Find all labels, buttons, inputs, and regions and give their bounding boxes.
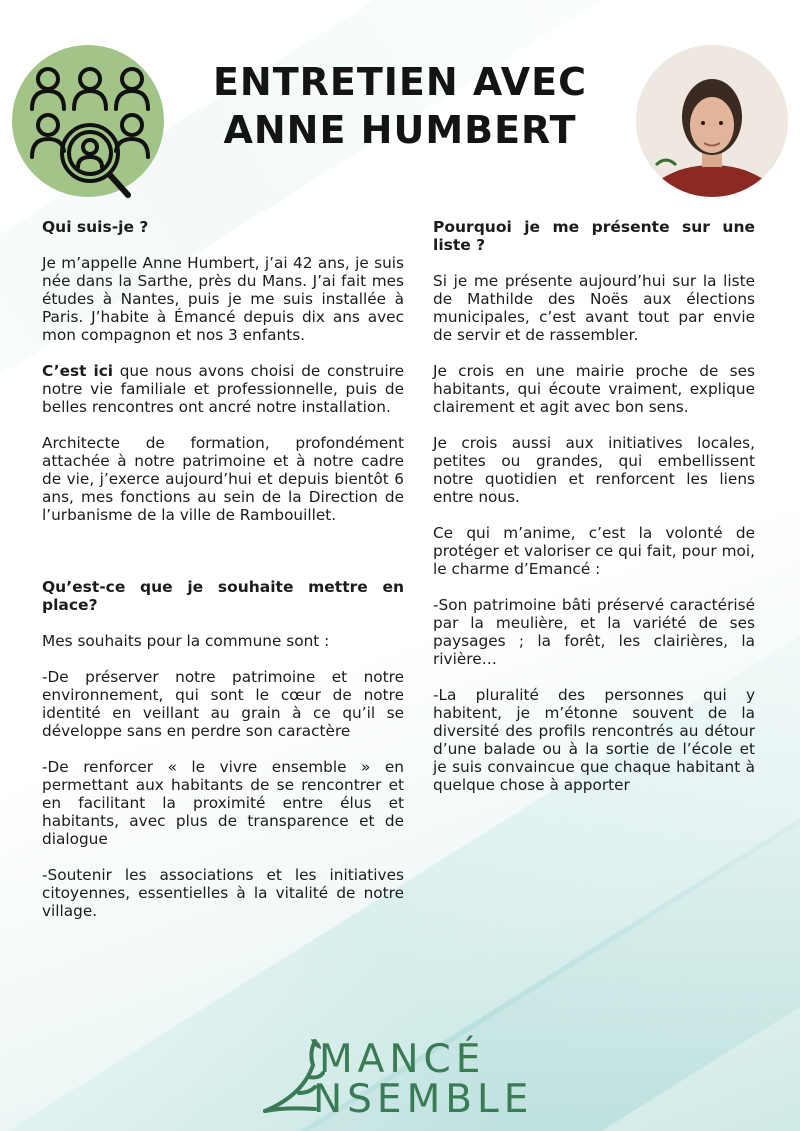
emance-ensemble-logo bbox=[255, 1035, 555, 1125]
portrait-illustration bbox=[636, 45, 788, 197]
paragraph-anime: Ce qui m’anime, c’est la volonté de protéger et valoriser ce qui fait, pour moi, le charme d’Emancé : bbox=[433, 524, 755, 578]
paragraph-souhait-patrimoine: -De préserver notre patrimoine et notre environnement, qui sont le cœur de notre identité en veillant au grain à ce qu’il se développe sans en perdre son caractère bbox=[42, 668, 404, 740]
paragraph-cest-ici-rest: que nous avons choisi de construire notre vie familiale et professionnelle, puis de belles rencontres ont ancré notre installation. bbox=[42, 362, 404, 416]
paragraph-initiatives: Je crois aussi aux initiatives locales, petites ou grandes, qui embellissent notre quotidien et renforcent les liens entre nous. bbox=[433, 434, 755, 506]
heading-pourquoi: Pourquoi je me présente sur une liste ? bbox=[433, 218, 755, 254]
paragraph-souhaits-intro: Mes souhaits pour la commune sont : bbox=[42, 632, 330, 650]
heading-souhaits: Qu’est-ce que je souhaite mettre en place? bbox=[42, 578, 404, 614]
title-line-1: ENTRETIEN AVEC bbox=[212, 60, 588, 104]
paragraph-architecte: Architecte de formation, profondément attachée à notre patrimoine et à notre cadre de vie, j’exerce aujourd’hui et depuis bientôt 6 ans, mes fonctions au sein de la Direction de l’urbanisme de la ville de Rambouillet. bbox=[42, 434, 404, 524]
paragraph-patrimoine-bati: -Son patrimoine bâti préservé caractérisé par la meulière, et la variété de ses paysages ; la forêt, les clairières, la rivière… bbox=[433, 596, 755, 668]
group-search-icon bbox=[26, 57, 156, 217]
heading-qui-suis-je: Qui suis-je ? bbox=[42, 218, 149, 236]
group-search-icon-badge bbox=[12, 45, 164, 197]
paragraph-souhait-vivre-ensemble: -De renforcer « le vivre ensemble » en permettant aux habitants de se rencontrer et en facilitant la proximité entre élus et habitants, avec plus de transparence et de dialogue bbox=[42, 758, 404, 848]
title-line-2: ANNE HUMBERT bbox=[223, 108, 577, 152]
page-title bbox=[170, 58, 630, 154]
paragraph-presentation: Si je me présente aujourd’hui sur la liste de Mathilde des Noës aux élections municipales, c’est avant tout par envie de servir et de rassembler. bbox=[433, 272, 755, 344]
paragraph-intro: Je m’appelle Anne Humbert, j’ai 42 ans, je suis née dans la Sarthe, près du Mans. J’ai fait mes études à Nantes, puis je me suis installée à Paris. J’habite à Émancé depuis dix ans avec mon compagnon et nos 3 enfants. bbox=[42, 254, 404, 344]
paragraph-mairie: Je crois en une mairie proche de ses habitants, qui écoute vraiment, explique clairement et agit avec bon sens. bbox=[433, 362, 755, 416]
paragraph-pluralite: -La pluralité des personnes qui y habitent, je m’étonne souvent de la diversité des profils rencontrés au détour d’une balade ou à la sortie de l’école et je suis convaincue que chaque habitant à quelque chose à apporter bbox=[433, 686, 755, 794]
right-column bbox=[433, 218, 755, 812]
logo-line-1: MANCÉ bbox=[319, 1037, 486, 1082]
portrait-photo bbox=[636, 45, 788, 197]
logo-line-2: NSEMBLE bbox=[313, 1077, 534, 1122]
paragraph-cest-ici bbox=[42, 362, 404, 416]
paragraph-souhait-associations: -Soutenir les associations et les initiatives citoyennes, essentielles à la vitalité de notre village. bbox=[42, 866, 404, 920]
bold-cest-ici: C’est ici bbox=[42, 362, 114, 380]
left-column bbox=[42, 218, 404, 938]
